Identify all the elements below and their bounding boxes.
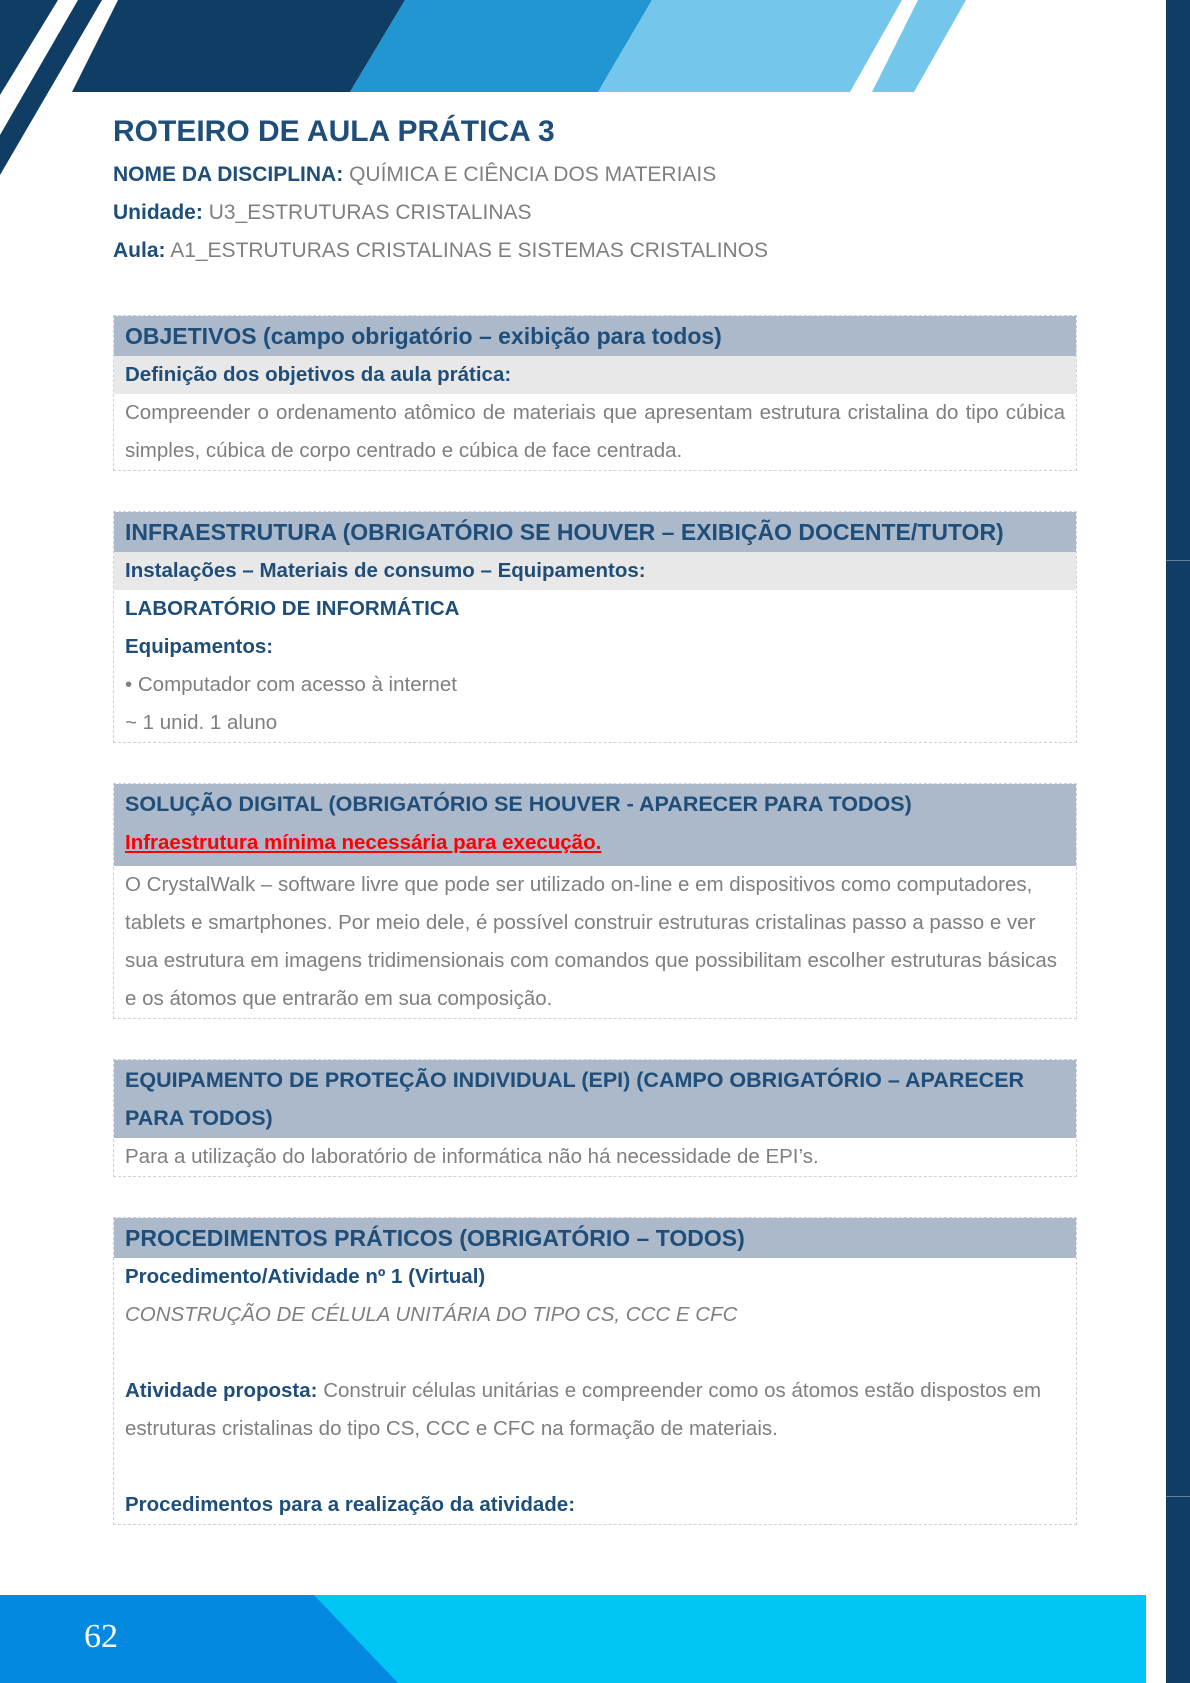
procedures-steps-label: Procedimentos para a realização da atividade: [125, 1493, 576, 1516]
lab-name: LABORATÓRIO DE INFORMÁTICA [125, 597, 460, 620]
activity-subtitle: CONSTRUÇÃO DE CÉLULA UNITÁRIA DO TIPO CS, CCC E CFC [125, 1303, 738, 1326]
objectives-header: OBJETIVOS (campo obrigatório – exibição para todos) [114, 316, 1076, 356]
equipment-item: • Computador com acesso à internet [125, 673, 457, 696]
infrastructure-section [113, 511, 1077, 743]
footer-band [0, 1595, 1146, 1683]
class-line [113, 232, 1077, 270]
procedures-section [113, 1217, 1077, 1525]
proposed-activity-label: Atividade proposta: [125, 1379, 318, 1402]
class-label: Aula: [113, 239, 166, 262]
discipline-value: QUÍMICA E CIÊNCIA DOS MATERIAIS [349, 163, 717, 186]
digital-solution-header-block [114, 784, 1076, 866]
epi-text: Para a utilização do laboratório de informática não há necessidade de EPI’s. [125, 1145, 819, 1168]
class-value: A1_ESTRUTURAS CRISTALINAS E SISTEMAS CRISTALINOS [170, 239, 769, 262]
equipment-label: Equipamentos: [125, 635, 274, 658]
objectives-section [113, 315, 1077, 471]
objectives-text: Compreender o ordenamento atômico de materiais que apresentam estrutura cristalina do tipo cúbica simples, cúbica de corpo centrado e cúbica de face centrada. [125, 401, 1065, 462]
equipment-quantity: ~ 1 unid. 1 aluno [125, 711, 278, 734]
epi-section [113, 1059, 1077, 1177]
document-content [113, 108, 1077, 1525]
unit-value: U3_ESTRUTURAS CRISTALINAS [208, 201, 532, 224]
objectives-subheader: Definição dos objetivos da aula prática: [114, 356, 1076, 394]
digital-solution-text: O CrystalWalk – software livre que pode ser utilizado on-line e em dispositivos como computadores, tablets e smartphones. Por meio dele, é possível construir estruturas cristalinas passo a passo e ver sua estrutura em imagens tridimensionais com comandos que possibilitam escolher estruturas básicas e os átomos que entrarão em sua composição. [125, 873, 1058, 1010]
epi-header: EQUIPAMENTO DE PROTEÇÃO INDIVIDUAL (EPI) (CAMPO OBRIGATÓRIO – APARECER PARA TODOS) [114, 1060, 1076, 1138]
infrastructure-header: INFRAESTRUTURA (OBRIGATÓRIO SE HOUVER – EXIBIÇÃO DOCENTE/TUTOR) [114, 512, 1076, 552]
digital-solution-header: SOLUÇÃO DIGITAL (OBRIGATÓRIO SE HOUVER - APARECER PARA TODOS) [125, 792, 912, 816]
infrastructure-subheader: Instalações – Materiais de consumo – Equipamentos: [114, 552, 1076, 590]
page-title: ROTEIRO DE AULA PRÁTICA 3 [113, 115, 555, 148]
infrastructure-link[interactable]: Infraestrutura mínima necessária para execução. [125, 831, 602, 854]
page-number: 62 [84, 1618, 118, 1655]
right-edge-bar [1166, 0, 1190, 1683]
procedures-header: PROCEDIMENTOS PRÁTICOS (OBRIGATÓRIO – TODOS) [114, 1218, 1076, 1258]
discipline-label: NOME DA DISCIPLINA: [113, 163, 344, 186]
unit-line [113, 194, 1077, 232]
unit-label: Unidade: [113, 201, 203, 224]
activity-title: Procedimento/Atividade nº 1 (Virtual) [125, 1265, 486, 1288]
digital-solution-section [113, 783, 1077, 1019]
proposed-activity-text: Construir células unitárias e compreender como os átomos estão dispostos em estruturas cristalinas do tipo CS, CCC e CFC na formação de materiais. [125, 1379, 1042, 1440]
discipline-line [113, 156, 1077, 194]
